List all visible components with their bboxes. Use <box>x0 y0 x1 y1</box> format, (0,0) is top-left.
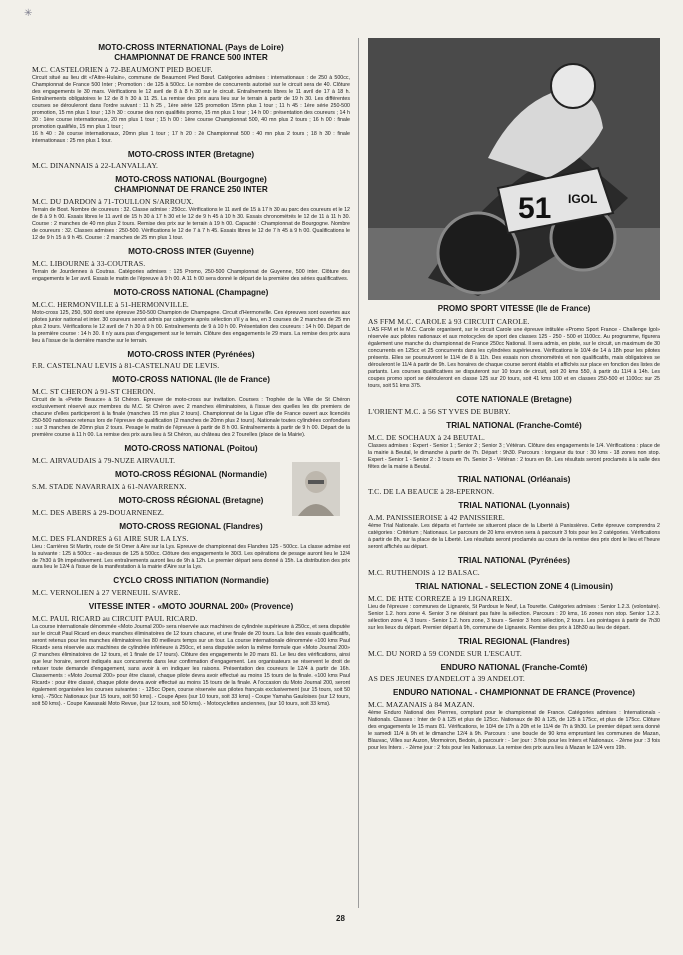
club-line: M.C. DES ABERS à 29-DOUARNENEZ. <box>32 507 164 517</box>
club-line: M.C. DES FLANDRES à 61 AIRE SUR LA LYS. <box>32 533 189 543</box>
section-title: MOTO-CROSS NATIONAL (Bourgogne) CHAMPIONNAT DE FRANCE 250 INTER <box>114 175 268 195</box>
section-title: TRIAL NATIONAL (Lyonnais) <box>458 501 570 511</box>
club-line: A.M. PANISSIEROISE à 42 PANISSIERE. <box>368 513 505 523</box>
club-line: M.C. VERNOLIEN à 27 VERNEUIL S/AVRE. <box>32 588 181 598</box>
svg-text:IGOL: IGOL <box>568 192 598 206</box>
svg-text:51: 51 <box>518 192 552 225</box>
club-line: AS FFM M.C. CAROLE à 93 CIRCUIT CAROLE. <box>368 317 530 326</box>
section-body: Terrain de Jourdennes à Coutras. Catégories admises : 125 Promo, 250-500 Championnat de Guyenne, 500 inter. Clôture des engagements le 1er avril. Essais le matin de l'épreuve à 9 h 00. A 11 h 00 sera donné le départ de la première des séries qualificatives. <box>32 268 350 282</box>
club-line: M.C. DINANNAIS à 22-LANVALLAY. <box>32 161 159 171</box>
section-body: Lieu : Carrières St Martin, route de St Omer à Aire sur la Lys. Epreuve de championnat des Flandres 125 - 500cc. La classe admise est la suivante : 125 à 500cc - au-dessus de 125 à 500cc. Clôture des engagements le 30/3. Les opérations de pesage auront lieu le 12/4 de 7h30 à 9h impérativement. Les entraînements auront lieu de 9h à 12h. Le premier départ sera donné à 15h. La distribution des prix aura lieu le 12/4 à l'issue de la manifestation à la mairie d'Aire sur la Lys. <box>32 543 350 571</box>
club-line: M.C. MAZANAIS à 84 MAZAN. <box>368 700 475 710</box>
club-line: M.C. DE SOCHAUX à 24 BEUTAL. <box>368 432 485 442</box>
section-title: MOTO-CROSS NATIONAL (Poitou) <box>124 444 258 454</box>
section-title: MOTO-CROSS RÉGIONAL (Bretagne) <box>118 495 264 505</box>
club-line: M.C. DU DARDON à 71-TOULLON S/ARROUX. <box>32 197 194 207</box>
section-title: CYCLO CROSS INITIATION (Normandie) <box>113 576 269 586</box>
section-body: L'AS FFM et le M.C. Carole organisent, sur le circuit Carole une épreuve intitulée «Promo Sport France - Challenge Igol» réservée aux pilotes nationaux et aux motocycles de sport des classes 125 - 250 - 500 et 1100cc. Au programme, figurera également une manche du championnat de France 250cc National. Il sera admis, en piste, sur le circuit, un maximum de 30 concurrents en 125cc et 25 concurrents dans les cylindrées supérieures. Vérifications le 10/4 de 14 à 18h pour les pilotes présents. Elles se poursuivront le 11/4 de 8 à 11h. Des essais non chronométrés et non qualificatifs, mais obligatoires se dérouleront le 11/4 à partir de 9h. Les horaires de chaque course seront établis et affichés sur place en fonction des listes de partants. Les courses qualificatives se disputeront sur 10 tours de circuit, soit 20 kms 550, à partir du 11/4 à 14h. Les coupes promo sport se dérouleront en classe 125 sur 20 tours, soit 41 kms 100 et en classes 250-500 et 1100cc sur 25 tours, soit 51 kms 375. <box>368 327 660 389</box>
right-column <box>368 38 660 753</box>
star-mark: ✳ <box>24 8 33 19</box>
portrait-photo <box>292 462 340 516</box>
section-title: COTE NATIONALE (Bretagne) <box>456 394 572 404</box>
page-number: 28 <box>336 914 345 923</box>
section-title: MOTO-CROSS INTER (Guyenne) <box>128 246 254 256</box>
section-title: MOTO-CROSS REGIONAL (Flandres) <box>119 521 263 531</box>
section-body: 4ème Enduro National des Pierrres, comptant pour le championnat de France. Catégories admises : Internationals - Nationals. Classes : Inter de 0 à 125 et plus de 125cc. Nationaux de 80 à 125, de 125 à 175cc, et plus de 175cc. Clôture des engagements le 15 mars 81. Vérifications, le 10/4 de 17h à 20h et le 11/4 de 7h à 9h30. Le premier départ sera donné le samedi 11/4 à 9h et le dimanche 12/4 à 9h. Parcours : une boucle de 90 kms empruntant les communes de Mazan, Blauvac, Villes sur Auzon, Mormoiron, Bedoin, à parcourir : - 1er jour : 3 fois pour les Inters et Nationaux. - 2ème jour : 3 fois pour les Inters . - 2ème jour : 2 fois pour les Nationaux. La remise des prix aura lieu à Mazan le 12/4 vers 19h. <box>368 710 660 752</box>
club-line: M.C. CASTELORIEN à 72-BEAUMONT PIED BOEUF. <box>32 64 213 74</box>
section-title: ENDURO NATIONAL (Franche-Comté) <box>440 662 588 672</box>
club-line: L'ORIENT M.C. à 56 ST YVES DE BUBRY. <box>368 406 511 416</box>
club-line: AS DES JEUNES D'ANDELOT à 39 ANDELOT. <box>368 674 525 684</box>
section-title: MOTO-CROSS INTERNATIONAL (Pays de Loire) CHAMPIONNAT DE FRANCE 500 INTER <box>98 43 284 62</box>
club-line: F.R. CASTELNAU LEVIS à 81-CASTELNAU DE LEVIS. <box>32 361 220 371</box>
club-line: M.C. PAUL RICARD au CIRCUIT PAUL RICARD. <box>32 614 198 624</box>
club-line: M.C.C. HERMONVILLE à 51-HERMONVILLE. <box>32 299 189 309</box>
section-body: Lieu de l'épreuve : communes de Lignareix, St Pardoux le Neuf, La Tourette. Catégories admises : Senior 1.2.3. (volontaire). Senior 1.2. hors zone 4. Senior 3 ne désirant pas faire la sélection. Parcours : 20 kms, 16 zones non stop. Senior 1.2.3. sélection zone 4, 3 tours - Senior 1.2. hors zone, 3 tours - Senior 3 hors sélection, 2 tours. Les pointages à partir de 7h30 sur les lieux du départ. Premier départ à 9h, commune de Lignareix. Remise des prix à 18h30 au lieu de départ. <box>368 603 660 631</box>
club-line: M.C. DE HTE CORREZE à 19 LIGNAREIX. <box>368 593 513 603</box>
section-title: TRIAL NATIONAL (Franche-Comté) <box>446 420 582 430</box>
club-line: M.C. LIBOURNE à 33-COUTRAS. <box>32 258 146 268</box>
section-body: Moto-cross 125, 250, 500 dont une épreuve 250-500 Champion de Champagne. Circuit d'Hermonville. Ces épreuves sont ouvertes aux pilotes junior national et inter. 30 coureurs seront admis par catégorie après sélection s'il y a lieu, en 3 courses de 2 manches de 25 mn plus 2 tours. Vérifications le 12 avril de 7 h 30 à 9 h 00. Entraînements de 9 à 10 h 00. Présentation des coureurs : 14 h 00. Départ de la première course : 14 h 30. Il n'y aura pas d'engagement sur le terrain. Clôture des engagements le 29 mars. La remise des prix aura lieu à l'issue de la dernière manche sur le terrain. <box>32 309 350 344</box>
club-line: T.C. DE LA BEAUCE à 28-EPERNON. <box>368 487 495 497</box>
section-title: MOTO-CROSS NATIONAL (Ile de France) <box>112 375 270 385</box>
club-line: M.C. RUTHENOIS à 12 BALSAC. <box>368 567 480 577</box>
section-body: Circuit situé au lieu dit «l'Aitre-Hulain», commune de Beaumont Pied Bœuf. Catégories admises : internationaux : de 250 à 500cc, Championnat de France 500 Inter ; Promotion : de 125 à 500cc. Le nombre de concurrents autorisé sur le circuit sera de 40. Clôture des engagements le 30 mars. Vérifications le 12 avril de 8 à 8 h 30 sur le circuit. Entraînements libres le 11 avril de 17 à 18 h. Entraînements obligatoires le 12 de 8 h 30 à 11 25. La remise des prix aura lieu sur le terrain à partir de 19 h 30. Les différentes courses se dérouleront dans l'ordre suivant : 11 h 25 , 1ère série 125 promotion 15mn plus 1 tour ; 11 h 45 : 1ère série 250-500 promotion, 15 mn plus 1 tour ; 13 h 30 : course des non qualifiés promo, 15 mn plus 1 tour ; 14 h 00 : présentation des coureurs ; 14 h 30 : 1ère course internationaux, 20 mn plus 1 tour ; 15 h 00 : 1ère course Championnat 500, 40 mn plus 2 tours ; 16 h 00 : finale promotion qualifiés, 15 mn plus 1 tour ; 16 h 40 : 2è course internationaux, 20mn plus 1 tour ; 17 h 20 : 2è Championnat 500 : 40 mn plus 2 tours ; 18 h 30 : finale internationaux : 25 mn plus 1 tour. <box>32 74 350 144</box>
portrait-illustration-icon <box>292 462 340 516</box>
section-body: 4ème Trial Nationale. Les départs et l'arrivée se situeront place de la Liberté à Panissières. Cette épreuve comprendra 2 catégories : Critérium ; Nationaux. Le parcours de 20 kms environ sera à parcourir 3 fois pour les 2 catégories. Vérifications à partir de 8h, sur la place de la Liberté. Les résultats seront proclamés au cours de la remise des prix dont le lieu et l'heure seront affichés au départ. <box>368 523 660 551</box>
section-body: Terrain de Bost. Nombre de coureurs : 32. Classe admise : 250cc. Vérifications le 11 avril de 15 à 17 h 30 au parc des coureurs et le 12 de 8 à 9 h 00. Essais libres le 11 avril de 15 h 30 à 17 h 30 et le 12 de 9 h 45 à 10 h 30. Essais chronométrés le 12 de 11 à 11 h 30. Course : 2 manches de 40 mn plus 2 tours. Remise des prix sur le terrain à 19 h 00. Capacité : Championnat de Bourgogne. Nombre de coureurs : 32. Classes admises : 250-500. Vérifications le 12 de 7 à 7 h 45. Essais libres le 12 de 7 h 45 à 9 h 00. Qualifications le 12 de 9 h 15 à 9 h 45. Course : 2 manches de 25 mn plus 1 tour. <box>32 207 350 241</box>
left-column <box>32 38 350 709</box>
club-line: S.M. STADE NAVARRAIX à 61-NAVARRENX. <box>32 481 187 491</box>
section-title: TRIAL REGIONAL (Flandres) <box>458 636 570 646</box>
section-body: Classes admises : Expert - Senior 1 ; Senior 2 ; Senior 3 ; Vétéran. Clôture des engagements le 1/4. Vérifications : place de la mairie à Beutal, le dimanche à partir de 7h. Départ : 9h30. Parcours : longueur du tour : 30 kms - 18 zones non stop. Expert - Senior 1 - Senior 2 : 3 tours en 7h. Senior 3 - Vétéran : 2 tours en 6h. Les résultats seront proclamés à la salle des fêtes de la mairie à Beutal. <box>368 442 660 470</box>
section-title: MOTO-CROSS RÉGIONAL (Normandie) <box>114 470 268 479</box>
column-divider <box>358 38 359 908</box>
photo-caption: PROMO SPORT VITESSE (Ile de France) <box>437 304 591 313</box>
section-title: MOTO-CROSS INTER (Bretagne) <box>127 149 255 159</box>
club-line: M.C. AIRVAUDAIS à 79-NUZE AIRVAULT. <box>32 456 176 465</box>
section-title: MOTO-CROSS INTER (Pyrénées) <box>127 349 255 359</box>
section-title: TRIAL NATIONAL - SELECTION ZONE 4 (Limousin) <box>415 581 613 591</box>
section-body: La course internationale dénommée «Moto Journal 200» sera réservée aux machines de cylindrée supérieure à 250cc, et sera disputée sur le circuit Paul Ricard en deux manches éliminatoires de 12 tours chacune, et une finale de 20 tours. La liste des essais qualificatifs, seront retenus pour les manches éliminatoires les 80 meilleurs temps sur un tour. La course internationale dénommée «100 kms Paul Ricard» sera réservée aux machines de cylindrée inférieure à 250cc, et sera disputée selon la même formule que «Moto Journal 200» (2 manches éliminatoires de 12 tours, et 1 finale de 17 tours). Clôture des engagements le 20 mars 81. Le lieu des vérifications, ainsi que leur horaire, seront indiqués aux concurrents dans leur confirmation d'engagement. Les organisateurs se réservent le droit de refuser toute demande d'engagement, sans avoir à en indiquer les raisons. Présentation des coureurs le 12/4 à partir de 16h. Classements : «Moto Journal 200» pour être classé, chaque pilote devra avoir effectué au moins 15 tours de la finale. «100 kms Paul Ricard» : pour être classé, chaque pilote devra avoir effectué au moins 15 tours de la finale. A l'occasion du Moto Journal 200, seront également organisées les courses suivantes : - 125cc Open, course réservée aux pilotes français exclusivement (sur 15 tours, soit 50 kms). -750cc Nationaux (sur 15 tours, soit 50 kms). - Coupe Apes (sur 10 tours, soit 33 kms) - Coupe Yamaha Gauloises (sur 12 tours, soit 50 kms). - Coupe Kawasaki Moto Revue, (sur 12 tours, soit 50 kms). - Motocyclettes anciennes, (sur 10 tours, soit 33 kms). <box>32 624 351 707</box>
motorcycle-racer-photo <box>368 38 660 300</box>
section-title: TRIAL NATIONAL (Orléanais) <box>457 475 571 485</box>
section-body: Circuit de la «Petite Beauce» à St Chéron. Epreuve de moto-cross sur invitation. Courses : Trophée de la Ville de St Chéron exclusivement réservé aux membres du M.C. St Chéron avec 2 manches éliminatoires, à l'issue des quelles les dix premiers de chacune d'elles participeront à la finale (manches 15 mn plus 2 tours). Championnat de la Ligue d'Ile de France ouvert aux licenciés 250-500 nationaux retenus lors de l'épreuve de qualification (2 manches de 20mn plus 2 tours). Nationale toutes cylindrées confondues : sur 3 manches de 20mn plus 2 tours. Pesage le matin de l'épreuve à partir de 8 h 00. Entraînements à partir de 9 h 00. Départ de la première course à 11 h 00. La remise des prix aura lieu à St Chéron, au château des 2 Tourelles (place de la Mairie). <box>32 397 350 439</box>
section-title: MOTO-CROSS NATIONAL (Champagne) <box>113 287 269 297</box>
section-title: TRIAL NATIONAL (Pyrénées) <box>458 556 570 566</box>
club-line: M.C. DU NORD à 59 CONDE SUR L'ESCAUT. <box>368 648 522 658</box>
section-title: VITESSE INTER - «MOTO JOURNAL 200» (Provence) <box>88 602 294 612</box>
section-title: ENDURO NATIONAL - CHAMPIONNAT DE FRANCE (Provence) <box>393 688 635 698</box>
club-line: M.C. ST CHERON à 91-ST CHERON. <box>32 387 156 397</box>
motorcycle-illustration-icon <box>368 38 660 300</box>
